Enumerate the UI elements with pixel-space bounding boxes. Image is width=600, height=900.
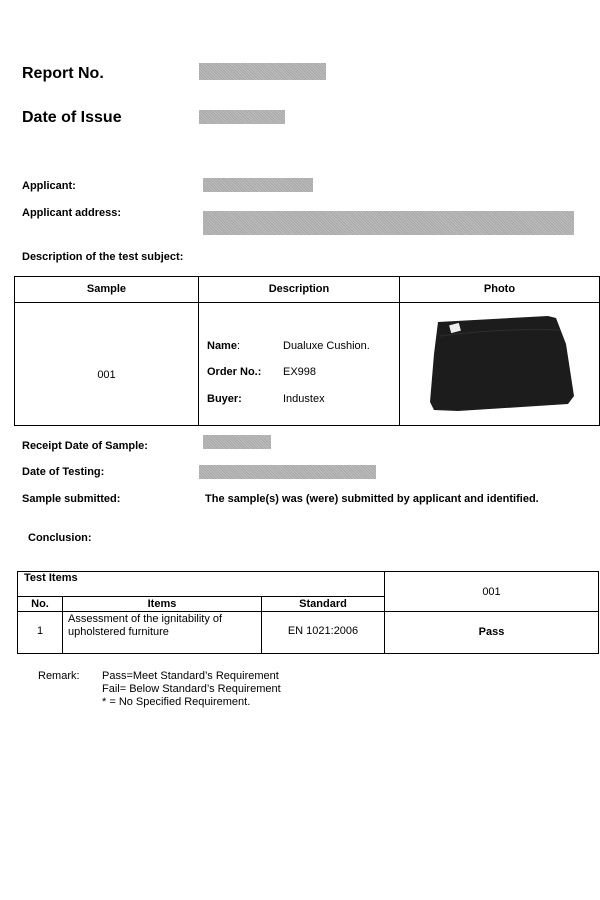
remark-line-asterisk: * = No Specified Requirement. <box>102 696 251 708</box>
results-table <box>17 571 599 654</box>
col-sample-header: Sample <box>86 283 127 295</box>
date-of-issue-redacted <box>199 110 285 124</box>
name-label: Name <box>207 340 237 352</box>
buyer-value: Industex <box>283 393 325 405</box>
remark-label: Remark: <box>38 670 80 682</box>
buyer-label: Buyer: <box>207 393 242 405</box>
receipt-date-label: Receipt Date of Sample: <box>22 440 148 452</box>
remark-line-fail: Fail= Below Standard’s Requirement <box>102 683 281 695</box>
date-of-issue-label: Date of Issue <box>22 109 122 126</box>
sample-submitted-label: Sample submitted: <box>22 493 121 505</box>
report-no-label: Report No. <box>22 65 104 82</box>
remark-line-pass: Pass=Meet Standard’s Requirement <box>102 670 279 682</box>
col-description-header: Description <box>268 283 330 295</box>
applicant-label: Applicant: <box>22 180 76 192</box>
receipt-date-redacted <box>203 435 271 449</box>
conclusion-label: Conclusion: <box>28 532 92 544</box>
description-label: Description of the test subject: <box>22 251 184 263</box>
testing-date-label: Date of Testing: <box>22 466 105 478</box>
applicant-address-redacted <box>203 211 574 235</box>
row-item <box>68 613 222 639</box>
row-result: Pass <box>478 626 505 638</box>
testing-date-redacted <box>199 465 376 479</box>
name-label-group <box>207 340 240 352</box>
applicant-address-label: Applicant address: <box>22 207 122 219</box>
col-no-header: No. <box>31 598 49 610</box>
row-item-line1: Assessment of the ignitability of <box>68 613 223 625</box>
cushion-photo <box>428 314 576 412</box>
remark-lines <box>102 670 281 709</box>
order-value: EX998 <box>283 366 317 378</box>
name-colon: : <box>236 340 241 352</box>
name-value: Dualuxe Cushion. <box>283 340 370 352</box>
row-standard: EN 1021:2006 <box>287 625 359 637</box>
col-photo-header: Photo <box>483 283 516 295</box>
report-no-redacted <box>199 63 326 80</box>
row-no: 1 <box>36 625 44 637</box>
col-standard-header: Standard <box>299 598 347 610</box>
sample-id: 001 <box>97 369 116 381</box>
applicant-redacted <box>203 178 313 192</box>
row-item-line2: upholstered furniture <box>68 626 169 638</box>
sample-submitted-value: The sample(s) was (were) submitted by applicant and identified. <box>205 493 539 505</box>
sample-column-header: 001 <box>482 586 501 598</box>
order-label: Order No.: <box>207 366 262 378</box>
col-items-header: Items <box>147 598 177 610</box>
test-items-label: Test Items <box>24 572 78 584</box>
